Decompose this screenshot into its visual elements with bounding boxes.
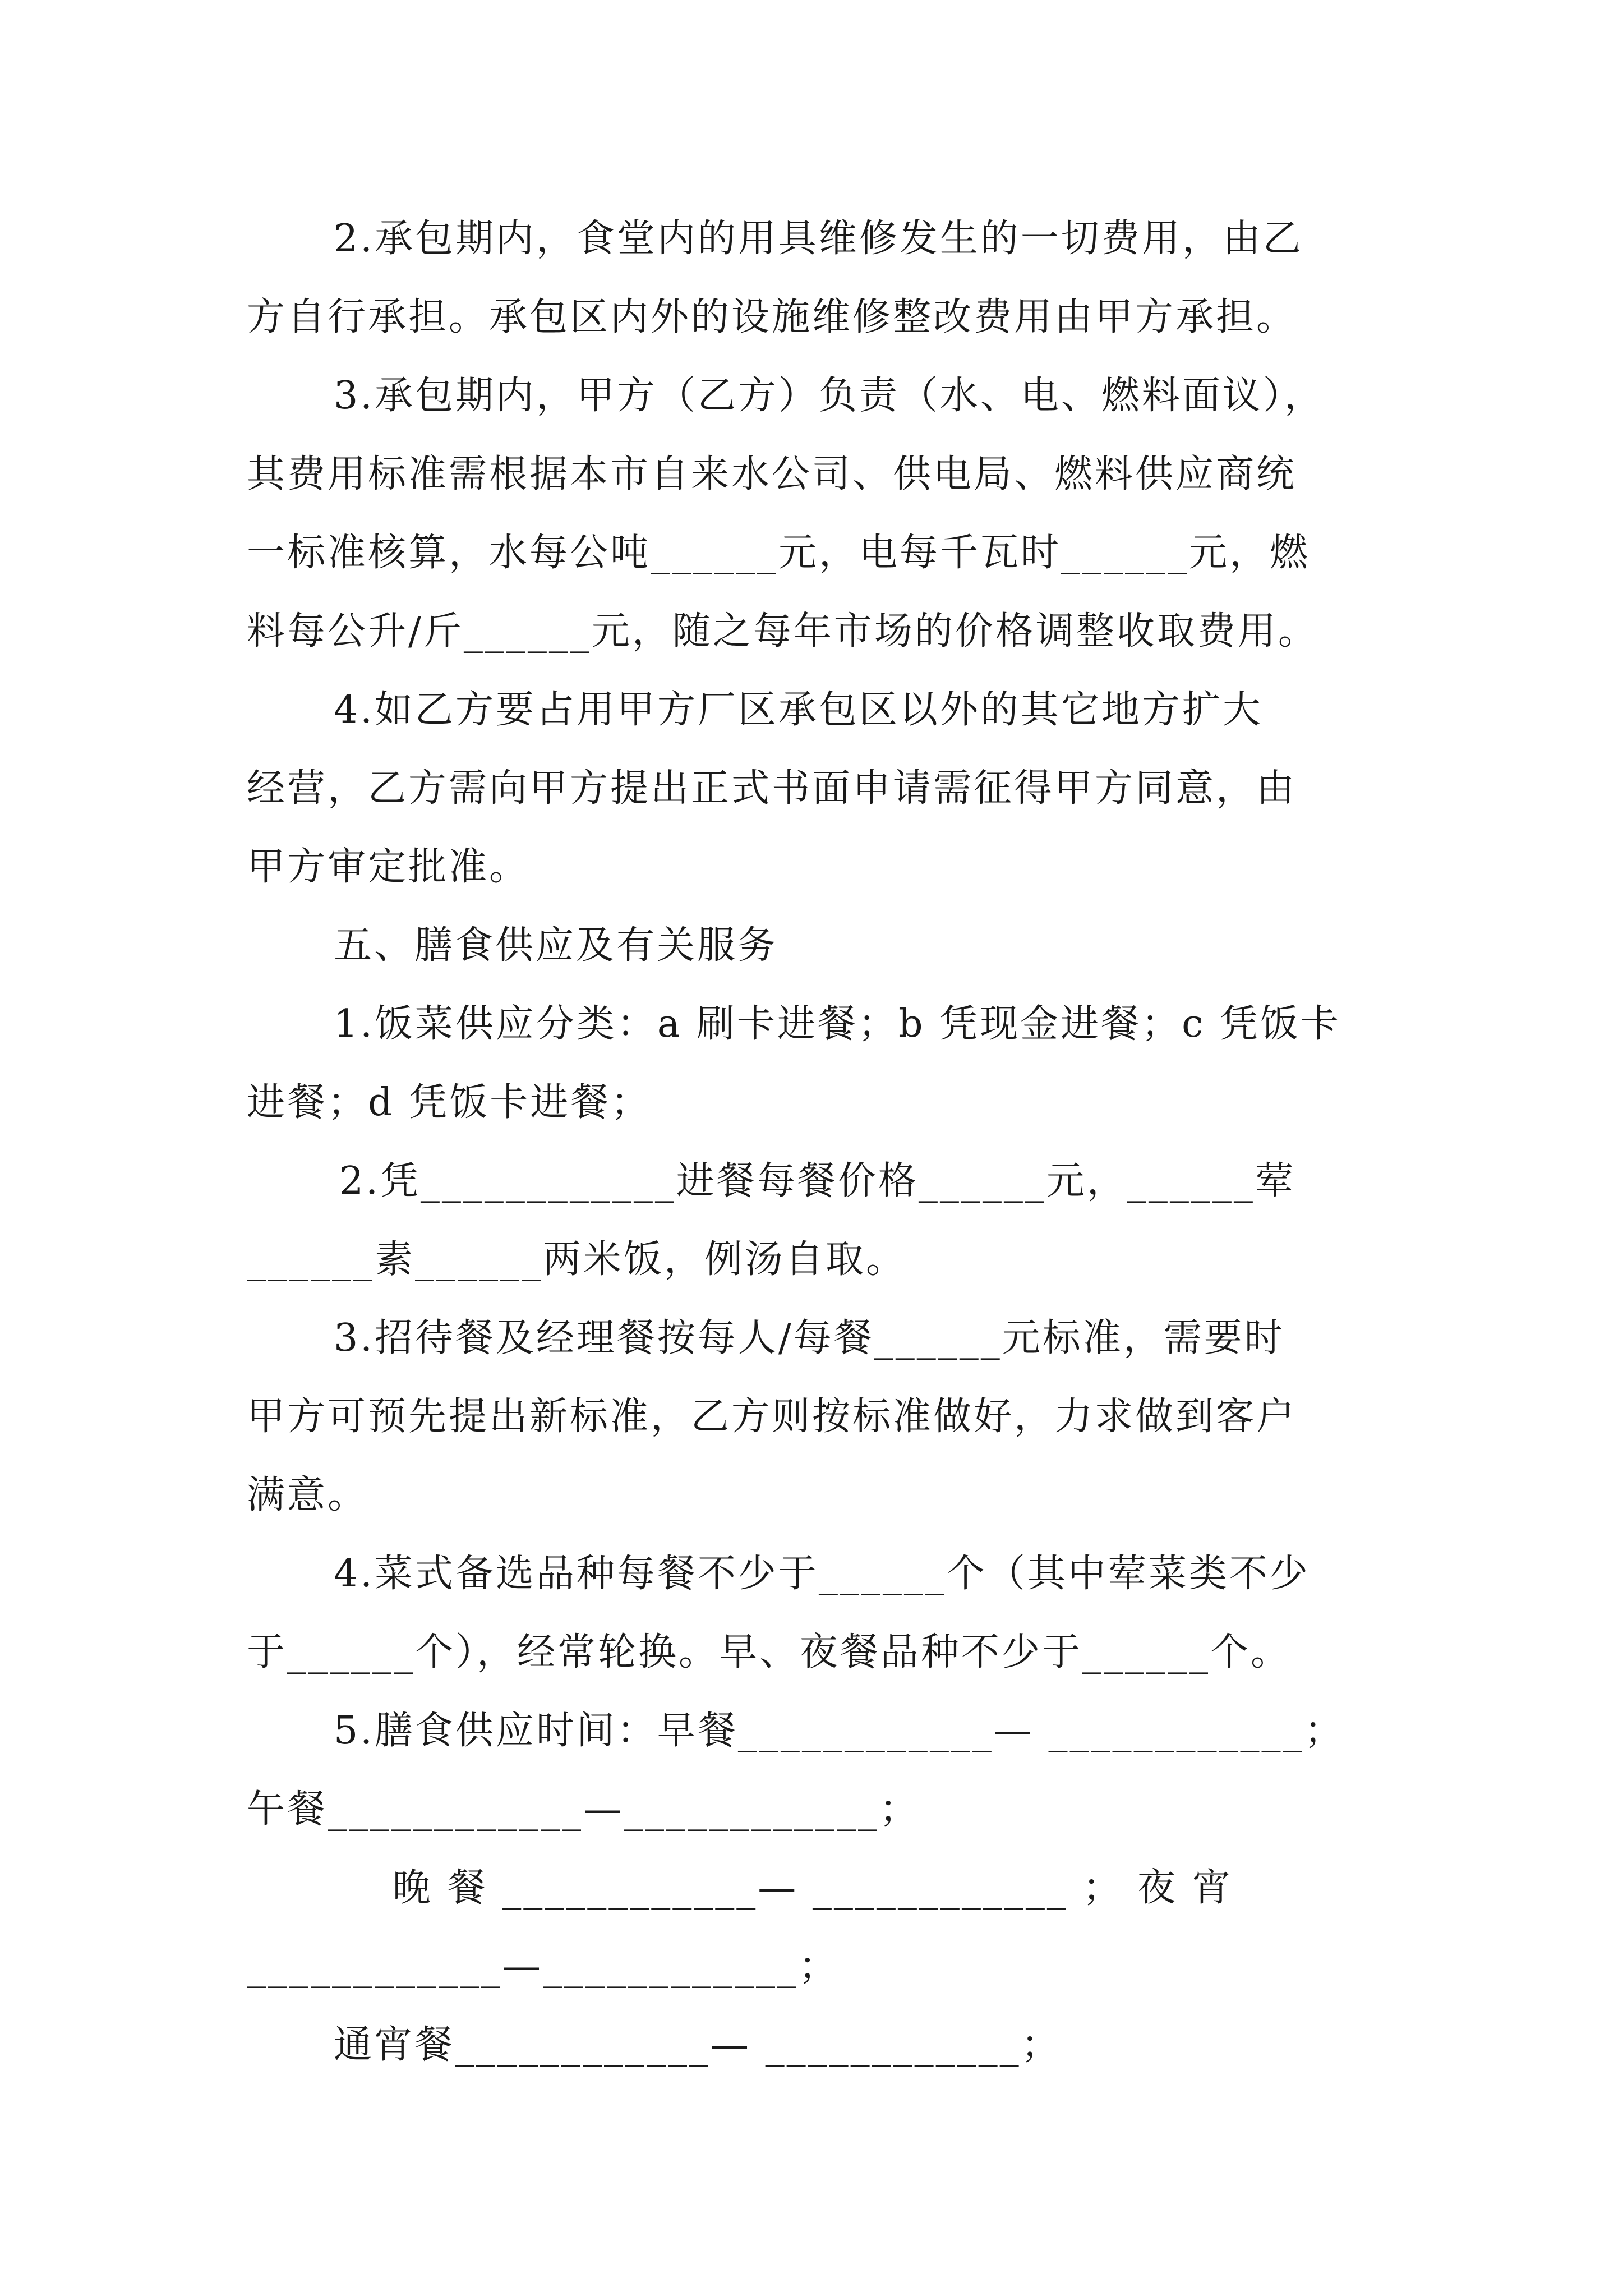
paragraph-line: 1.饭菜供应分类：a 刷卡进餐；b 凭现金进餐；c 凭饭卡 <box>334 1002 1341 1046</box>
paragraph-line: ______素______两米饭，例汤自取。 <box>247 1237 907 1282</box>
paragraph-line: 3.招待餐及经理餐按每人/每餐______元标准，需要时 <box>334 1316 1285 1360</box>
paragraph-line: ____________—____________； <box>247 1944 840 1989</box>
paragraph-line: 甲方审定批准。 <box>247 845 530 889</box>
paragraph-line: 甲方可预先提出新标准，乙方则按标准做好，力求做到客户 <box>247 1395 1297 1439</box>
paragraph-line: 5.膳食供应时间：早餐____________— ____________； <box>334 1709 1345 1753</box>
paragraph-line: 满意。 <box>247 1473 368 1517</box>
paragraph-line: 3.承包期内，甲方（乙方）负责（水、电、燃料面议）， <box>334 374 1325 418</box>
paragraph-line: 其费用标准需根据本市自来水公司、供电局、燃料供应商统 <box>247 452 1297 496</box>
paragraph-line: 方自行承担。承包区内外的设施维修整改费用由甲方承担。 <box>247 295 1297 339</box>
paragraph-line: 通宵餐____________— ____________； <box>334 2023 1062 2067</box>
paragraph-line: 料每公升/斤______元，随之每年市场的价格调整收取费用。 <box>247 609 1318 654</box>
paragraph-line: 2.凭____________进餐每餐价格______元，______荤 <box>339 1159 1295 1203</box>
paragraph-line: 经营，乙方需向甲方提出正式书面申请需征得甲方同意，由 <box>247 766 1297 811</box>
paragraph-line: 2.承包期内，食堂内的用具维修发生的一切费用，由乙 <box>334 217 1303 261</box>
paragraph-line: 午餐____________—____________； <box>247 1787 920 1832</box>
paragraph-line: 进餐；d 凭饭卡进餐； <box>247 1080 652 1125</box>
paragraph-line: 4.菜式备选品种每餐不少于______个（其中荤菜类不少 <box>334 1552 1310 1596</box>
section-heading: 五、膳食供应及有关服务 <box>334 923 778 968</box>
paragraph-line: 4.如乙方要占用甲方厂区承包区以外的其它地方扩大 <box>334 688 1263 732</box>
paragraph-line: 一标准核算，水每公吨______元，电每千瓦时______元，燃 <box>247 531 1311 575</box>
paragraph-line: 于______个），经常轮换。早、夜餐品种不少于______个。 <box>247 1630 1292 1674</box>
paragraph-line: 晚 餐 ____________— ____________ ； 夜 宵 <box>393 1866 1233 1910</box>
